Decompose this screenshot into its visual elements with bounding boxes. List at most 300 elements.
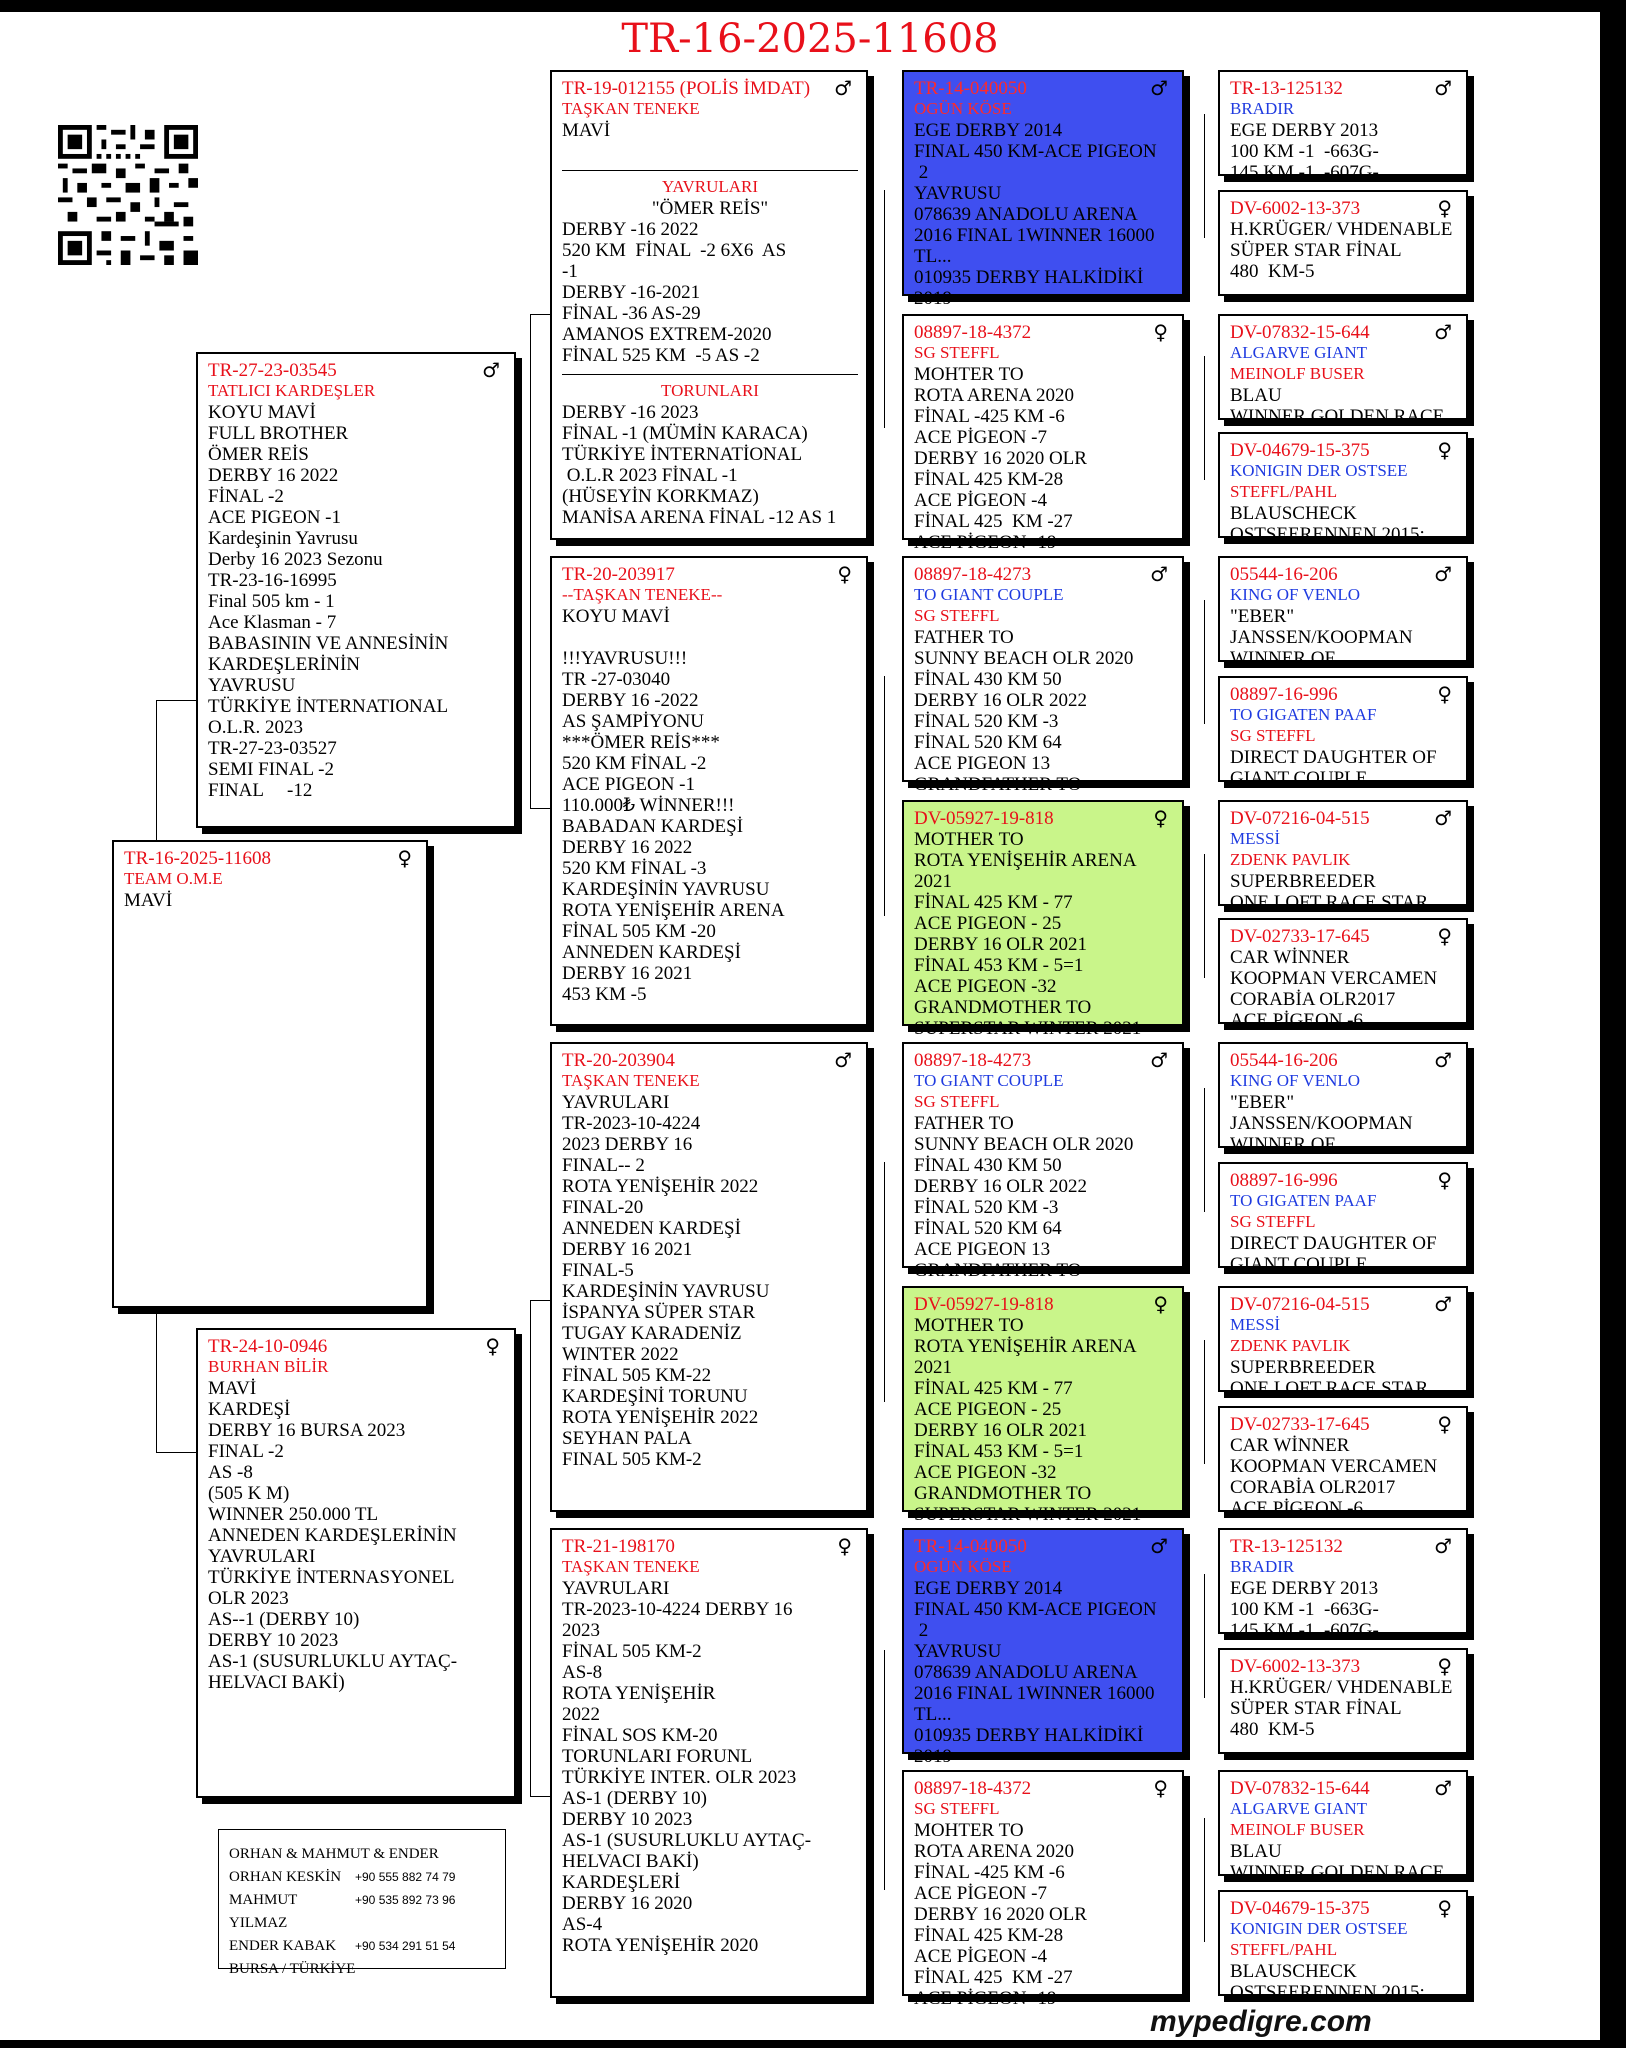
male-icon: ♂ (834, 1048, 852, 1072)
card-header (1230, 198, 1458, 219)
info-line: SUPERSTAR WINTER 2021 (914, 1018, 1142, 1039)
male-icon: ♂ (1434, 1534, 1452, 1558)
ring-number: 08897-18-4273 (914, 564, 1032, 585)
info-line: DERBY -16 2023 (562, 402, 699, 423)
info-line: "EBER" (1230, 1092, 1295, 1113)
info-line: SUPERBREEDER (1230, 871, 1376, 892)
ring-number: TR-19-012155 (POLİS İMDAT) (562, 78, 811, 99)
info-line: MAVİ (124, 890, 173, 911)
info-line: BABASININ VE ANNESİNİN (208, 633, 449, 654)
info-line: 2016 FINAL 1WINNER 16000 (914, 1683, 1155, 1704)
info-line: FİNAL 505 KM -20 (562, 921, 716, 942)
card-header (914, 322, 1174, 343)
contact-row (229, 1958, 505, 1981)
info-line: KARDEŞLERİ (562, 1872, 681, 1893)
info-line: Ace Klasman - 7 (208, 612, 337, 633)
breeder-name: TAŞKAN TENEKE (562, 1557, 700, 1576)
pigeon-card-gen3-2 (902, 314, 1184, 553)
info-line: OLR 2023 (208, 1588, 289, 1609)
pigeon-card-gen4-10 (1218, 1162, 1468, 1275)
info-line: KOOPMAN VERCAMEN (1230, 1456, 1438, 1477)
info-line: 145 KM -1 -607G- (1230, 162, 1379, 183)
card-header (1230, 1898, 1458, 1919)
contact-name: ORHAN KESKİN (229, 1869, 342, 1885)
male-icon: ♂ (1150, 562, 1168, 586)
info-line: KARDEŞİNİN YAVRUSU (562, 879, 770, 900)
info-line: TORUNLARI FORUNL (562, 1746, 753, 1767)
pigeon-card-sire-sire (550, 70, 868, 540)
info-line: DERBY 16 OLR 2022 (914, 1176, 1087, 1197)
male-icon: ♂ (1434, 1292, 1452, 1316)
ring-number: DV-6002-13-373 (1230, 198, 1361, 219)
male-icon: ♂ (1150, 1534, 1168, 1558)
info-line: 480 KM-5 (1230, 1719, 1315, 1740)
card-header (914, 1050, 1174, 1071)
pigeon-name: ALGARVE GIANT (1230, 1799, 1367, 1818)
info-line: SEMI FINAL -2 (208, 759, 334, 780)
info-line: ROTA YENİŞEHİR ARENA (562, 900, 785, 921)
card-header (208, 1336, 506, 1357)
ring-number: DV-07832-15-644 (1230, 322, 1370, 343)
card-header (1230, 564, 1458, 585)
contact-phone: +90 534 291 51 54 (355, 1939, 456, 1953)
pigeon-card-gen4-13 (1218, 1528, 1468, 1641)
info-line: FATHER TO (914, 1113, 1014, 1134)
info-line: OSTSEERENNEN 2015: (1230, 524, 1425, 545)
connector (1204, 1818, 1205, 1942)
pigeon-name: BRADIR (1230, 99, 1295, 118)
info-line: TR-23-16-16995 (208, 570, 337, 591)
info-line: TÜRKİYE INTER. OLR 2023 (562, 1767, 797, 1788)
female-icon: ♀ (397, 846, 412, 870)
info-line: ACE PİGEON -19 (914, 1988, 1057, 2009)
info-line: WINNER GOLDEN RACE (1230, 406, 1445, 427)
breeder-name: SG STEFFL (914, 1799, 1000, 1818)
info-line: 520 KM FİNAL -2 (562, 753, 707, 774)
info-line: MOHTER TO (914, 364, 1024, 385)
pigeon-card-dam (196, 1328, 516, 1798)
pigeon-card-sire (196, 352, 516, 828)
breeder-name: TEAM O.M.E (124, 869, 223, 888)
info-line: ACE PİGEON -7 (914, 1883, 1047, 1904)
info-line: 100 KM -1 -663G- (1230, 1599, 1379, 1620)
info-line: ACE PİGEON -4 (914, 490, 1047, 511)
breeder-name: TAŞKAN TENEKE (562, 1071, 700, 1090)
pigeon-name: KONIGIN DER OSTSEE (1230, 461, 1408, 480)
info-line: YAVRULARI (208, 1546, 316, 1567)
info-line: DERBY 10 2023 (562, 1809, 693, 1830)
info-line: 145 KM -1 -607G- (1230, 1620, 1379, 1641)
card-header (1230, 440, 1458, 461)
connector (156, 1308, 157, 1452)
ring-number: TR-14-040050 (914, 1536, 1027, 1557)
info-line: 100 KM -1 -663G- (1230, 141, 1379, 162)
info-line: ROTA YENİŞEHİR 2020 (562, 1935, 759, 1956)
connector (156, 700, 157, 840)
card-header (562, 1050, 858, 1071)
info-line: CAR WİNNER (1230, 1435, 1350, 1456)
info-line: TR-2023-10-4224 (562, 1113, 701, 1134)
info-line: FİNAL 425 KM - 77 (914, 1378, 1073, 1399)
brand-logo: mypedigre.com (1150, 2005, 1372, 2038)
info-line: DERBY 16 2021 (562, 963, 693, 984)
info-line: -1 (562, 261, 578, 282)
info-line: FİNAL 520 KM -3 (914, 1197, 1059, 1218)
info-line: TÜRKİYE İNTERNATİONAL (562, 444, 803, 465)
female-icon: ♀ (1153, 1292, 1168, 1316)
info-line: 2023 DERBY 16 (562, 1134, 693, 1155)
info-line: GRANDFATHER TO (914, 1260, 1082, 1281)
male-icon: ♂ (1150, 76, 1168, 100)
info-line: MOHTER TO (914, 1820, 1024, 1841)
info-line: ACE PIGEON 13 (914, 753, 1051, 774)
info-line: O.L.R. 2023 (208, 717, 303, 738)
info-line: FİNAL 453 KM - 5=1 (914, 955, 1084, 976)
info-line: ONE LOFT RACE STAR (1230, 1378, 1429, 1399)
info-line: FİNAL 425 KM -27 (914, 1967, 1073, 1988)
info-line: FINAL 505 KM-2 (562, 1449, 702, 1470)
connector (156, 700, 196, 701)
info-line: ÖMER REİS (208, 444, 309, 465)
info-line: ACE PIGEON -1 (208, 507, 341, 528)
info-line: H.KRÜGER/ VHDENABLE (1230, 219, 1453, 240)
ring-number: TR-20-203917 (562, 564, 675, 585)
connector (530, 1300, 550, 1301)
info-line: EGE DERBY 2014 (914, 1578, 1063, 1599)
ring-number: TR-24-10-0946 (208, 1336, 328, 1357)
info-line (562, 627, 858, 648)
info-line: FİNAL 425 KM -27 (914, 511, 1073, 532)
info-line: FİNAL -36 AS-29 (562, 303, 701, 324)
connector (530, 808, 550, 809)
connector (884, 1650, 885, 1890)
info-line: FINAL 450 KM-ACE PIGEON (914, 141, 1157, 162)
info-line: KARDEŞİ (208, 1399, 291, 1420)
pigeon-name: ALGARVE GIANT (1230, 343, 1367, 362)
info-line: JANSSEN/KOOPMAN (1230, 1113, 1413, 1134)
info-line: AS-1 (DERBY 10) (562, 1788, 707, 1809)
pigeon-name: KONIGIN DER OSTSEE (1230, 1919, 1408, 1938)
info-line: ANNEDEN KARDEŞLERİNİN (208, 1525, 457, 1546)
info-line: YAVRULARI (562, 1092, 670, 1113)
info-line: KOOPMAN VERCAMEN (1230, 968, 1438, 989)
breeder-name: TORUNLARI (661, 381, 759, 400)
card-header (1230, 1170, 1458, 1191)
pigeon-card-gen4-14 (1218, 1648, 1468, 1754)
breeder-name: TAŞKAN TENEKE (562, 99, 700, 118)
info-line: MANİSA ARENA FİNAL -12 AS 1 (562, 507, 837, 528)
card-header (1230, 1050, 1458, 1071)
ring-number: TR-13-125132 (1230, 1536, 1343, 1557)
ring-number: DV-05927-19-818 (914, 808, 1054, 829)
info-line: AMANOS EXTREM-2020 (562, 324, 772, 345)
card-header (914, 1778, 1174, 1799)
info-line: Final 505 km - 1 (208, 591, 335, 612)
male-icon: ♂ (482, 358, 500, 382)
info-line: BABADAN KARDEŞİ (562, 816, 744, 837)
ring-number: 08897-16-996 (1230, 684, 1338, 705)
info-line: WINNER OF (1230, 1134, 1336, 1155)
info-line: 078639 ANADOLU ARENA (914, 1662, 1138, 1683)
info-line: FİNAL 520 KM 64 (914, 732, 1062, 753)
contact-box (218, 1829, 506, 1977)
ring-number: 08897-18-4372 (914, 322, 1032, 343)
connector (530, 314, 550, 315)
male-icon: ♂ (1434, 320, 1452, 344)
info-line: DERBY 16 OLR 2021 (914, 1420, 1087, 1441)
ring-number: 05544-16-206 (1230, 564, 1338, 585)
pigeon-card-gen4-6 (1218, 676, 1468, 789)
info-line: FİNAL SOS KM-20 (562, 1725, 718, 1746)
page-title: TR-16-2025-11608 (621, 16, 999, 62)
info-line: WINNER OF (1230, 648, 1336, 669)
pigeon-card-gen4-8 (1218, 918, 1468, 1031)
card-header (562, 564, 858, 585)
info-line: BLAUSCHECK (1230, 1961, 1357, 1982)
info-line: EGE DERBY 2013 (1230, 1578, 1379, 1599)
right-border (1600, 0, 1626, 2048)
male-icon: ♂ (1150, 1048, 1168, 1072)
ring-number: DV-05927-19-818 (914, 1294, 1054, 1315)
info-line: TR -27-03040 (562, 669, 671, 690)
card-header (208, 360, 506, 381)
connector (1204, 1574, 1205, 1698)
info-line: 010935 DERBY HALKİDİKİ (914, 1725, 1144, 1746)
card-header (914, 1536, 1174, 1557)
info-line: AS-1 (SUSURLUKLU AYTAÇ- (208, 1651, 458, 1672)
info-line: FİNAL 425 KM-28 (914, 1925, 1064, 1946)
info-line: ROTA YENİŞEHİR (562, 1683, 716, 1704)
info-line: FİNAL 425 KM - 77 (914, 892, 1073, 913)
bottom-border (0, 2040, 1600, 2048)
breeder-name: YAVRULARI (661, 177, 759, 196)
female-icon: ♀ (1153, 806, 1168, 830)
info-line: BLAUSCHECK (1230, 503, 1357, 524)
female-icon: ♀ (837, 562, 852, 586)
info-line: 2019 (914, 288, 952, 309)
card-header (1230, 1778, 1458, 1799)
ring-number: DV-6002-13-373 (1230, 1656, 1361, 1677)
pigeon-name: TO GIANT COUPLE (914, 1071, 1064, 1090)
card-header (562, 78, 858, 99)
pigeon-card-gen3-8 (902, 1770, 1184, 2009)
info-line: FİNAL -2 (208, 486, 284, 507)
info-line: MAVİ (208, 1378, 257, 1399)
info-line: CAR WİNNER (1230, 947, 1350, 968)
pigeon-card-gen4-16 (1218, 1890, 1468, 2003)
female-icon: ♀ (837, 1534, 852, 1558)
info-line: DERBY 10 2023 (208, 1630, 339, 1651)
contact-phone: +90 535 892 73 96 (355, 1893, 456, 1907)
info-line: DERBY 16 -2022 (562, 690, 699, 711)
info-line: DERBY -16-2021 (562, 282, 701, 303)
divider (562, 170, 858, 171)
info-line: ROTA YENİŞEHİR 2022 (562, 1176, 759, 1197)
pigeon-card-gen3-4 (902, 800, 1184, 1039)
contact-row (229, 1889, 505, 1935)
pigeon-name: MESSİ (1230, 1315, 1281, 1334)
breeder-name: SG STEFFL (914, 606, 1000, 625)
info-line: FINAL -12 (208, 780, 313, 801)
ring-number: DV-04679-15-375 (1230, 440, 1370, 461)
connector (1204, 1340, 1205, 1464)
breeder-name: ZDENK PAVLIK (1230, 1336, 1351, 1355)
info-line: 2 (914, 1620, 929, 1641)
info-line: AS--1 (DERBY 10) (208, 1609, 360, 1630)
breeder-name: MEINOLF BUSER (1230, 1820, 1365, 1839)
ring-number: DV-02733-17-645 (1230, 926, 1370, 947)
info-line: DERBY 16 OLR 2022 (914, 690, 1087, 711)
contact-phone: +90 555 882 74 79 (355, 1870, 456, 1884)
info-line: ACE PIGEON - 25 (914, 913, 1062, 934)
contact-name: ORHAN & MAHMUT & ENDER (229, 1846, 439, 1862)
info-line: FINAL-20 (562, 1197, 644, 1218)
male-icon: ♂ (1434, 562, 1452, 586)
male-icon: ♂ (1434, 1776, 1452, 1800)
pigeon-card-gen3-7 (902, 1528, 1184, 1767)
pigeon-card-dam-dam (550, 1528, 868, 1998)
pigeon-name: BRADIR (1230, 1557, 1295, 1576)
info-line: 480 KM-5 (1230, 261, 1315, 282)
qr-code-icon (58, 125, 198, 265)
breeder-name: SG STEFFL (1230, 1212, 1316, 1231)
info-line: FİNAL 520 KM -3 (914, 711, 1059, 732)
pigeon-card-gen4-12 (1218, 1406, 1468, 1519)
info-line: FİNAL 425 KM-28 (914, 469, 1064, 490)
info-line: OSTSEERENNEN 2015: (1230, 1982, 1425, 2003)
info-line: BLAU (1230, 1841, 1282, 1862)
info-line: MOTHER TO (914, 829, 1024, 850)
info-line: GIANT COUPLE (1230, 768, 1368, 789)
info-line: O.L.R 2023 FİNAL -1 (562, 465, 738, 486)
info-line: CORABİA OLR2017 (1230, 1477, 1396, 1498)
ring-number: TR-21-198170 (562, 1536, 675, 1557)
male-icon: ♂ (1434, 76, 1452, 100)
info-line: FINAL-- 2 (562, 1155, 645, 1176)
pigeon-name: MESSİ (1230, 829, 1281, 848)
info-line: FATHER TO (914, 627, 1014, 648)
ring-number: TR-13-125132 (1230, 78, 1343, 99)
info-line: ACE PIGEON -1 (562, 774, 695, 795)
info-line: ACE PİGEON -4 (914, 1946, 1047, 1967)
info-line: GRANDMOTHER TO (914, 997, 1092, 1018)
female-icon: ♀ (1437, 438, 1452, 462)
info-line: YAVRUSU (208, 675, 296, 696)
female-icon: ♀ (485, 1334, 500, 1358)
info-line: FINAL 450 KM-ACE PIGEON (914, 1599, 1157, 1620)
info-line: ACE PİGEON -6 (1230, 1498, 1363, 1519)
female-icon: ♀ (1437, 1168, 1452, 1192)
pigeon-card-gen4-2 (1218, 190, 1468, 296)
card-header (1230, 684, 1458, 705)
info-line: FİNAL 505 KM-22 (562, 1365, 712, 1386)
contact-row (229, 1866, 505, 1889)
info-line: DERBY 16 2020 OLR (914, 448, 1087, 469)
info-line: TL... (914, 1704, 952, 1725)
info-line: 2023 (562, 1620, 600, 1641)
pigeon-name: KING OF VENLO (1230, 585, 1361, 604)
pigeon-card-gen4-15 (1218, 1770, 1468, 1883)
ring-number: DV-04679-15-375 (1230, 1898, 1370, 1919)
info-line: EGE DERBY 2014 (914, 120, 1063, 141)
pigeon-card-gen4-11 (1218, 1286, 1468, 1399)
female-icon: ♀ (1437, 924, 1452, 948)
card-header (124, 848, 418, 869)
info-line: DERBY 16 2020 (562, 1893, 693, 1914)
ring-number: TR-20-203904 (562, 1050, 675, 1071)
info-line: DERBY -16 2022 (562, 219, 699, 240)
info-line: TÜRKİYE İNTERNATIONAL (208, 696, 449, 717)
info-line: "ÖMER REİS" (651, 198, 769, 219)
info-line: ACE PİGEON -6 (1230, 1010, 1363, 1031)
info-line: WINNER GOLDEN RACE (1230, 1862, 1445, 1883)
info-line: "EBER" (1230, 606, 1295, 627)
info-line: FINAL-5 (562, 1260, 634, 1281)
pigeon-card-subject (112, 840, 428, 1308)
info-line: KARDEŞİNİN YAVRUSU (562, 1281, 770, 1302)
info-line: AS-1 (SUSURLUKLU AYTAÇ- (562, 1830, 812, 1851)
female-icon: ♀ (1437, 1896, 1452, 1920)
info-line: GRANDMOTHER TO (914, 1483, 1092, 1504)
info-line: ***ÖMER REİS*** (562, 732, 720, 753)
info-line: CORABİA OLR2017 (1230, 989, 1396, 1010)
info-line: WINTER 2022 (562, 1344, 679, 1365)
info-line: ROTA YENİŞEHİR ARENA (914, 1336, 1137, 1357)
info-line: ACE PIGEON 13 (914, 1239, 1051, 1260)
info-line: 2019 (914, 1746, 952, 1767)
breeder-name: ZDENK PAVLIK (1230, 850, 1351, 869)
info-line: İSPANYA SÜPER STAR (562, 1302, 756, 1323)
info-line: BLAU (1230, 385, 1282, 406)
info-line: 2021 (914, 871, 952, 892)
breeder-name: SG STEFFL (914, 1092, 1000, 1111)
info-line: AS ŞAMPİYONU (562, 711, 704, 732)
info-line: (505 K M) (208, 1483, 290, 1504)
info-line: DERBY 16 2020 OLR (914, 1904, 1087, 1925)
info-line: SÜPER STAR FİNAL (1230, 1698, 1402, 1719)
info-line: TÜRKİYE İNTERNASYONEL (208, 1567, 455, 1588)
ring-number: DV-07216-04-515 (1230, 1294, 1370, 1315)
info-line: FİNAL 430 KM 50 (914, 1155, 1062, 1176)
card-header (1230, 1656, 1458, 1677)
info-line: MOTHER TO (914, 1315, 1024, 1336)
info-line: ROTA ARENA 2020 (914, 385, 1074, 406)
connector (884, 676, 885, 916)
card-header (1230, 1294, 1458, 1315)
divider (562, 374, 858, 375)
female-icon: ♀ (1437, 682, 1452, 706)
contact-name: BURSA / TÜRKİYE (229, 1961, 356, 1977)
card-header (914, 1294, 1174, 1315)
info-line: ACE PİGEON -7 (914, 427, 1047, 448)
info-line: YAVRULARI (562, 1578, 670, 1599)
breeder-name: --TAŞKAN TENEKE-- (562, 585, 723, 604)
info-line: FİNAL -425 KM -6 (914, 1862, 1065, 1883)
pigeon-name: KING OF VENLO (1230, 1071, 1361, 1090)
male-icon: ♂ (1434, 1048, 1452, 1072)
card-header (914, 564, 1174, 585)
ring-number: TR-14-040050 (914, 78, 1027, 99)
connector (884, 190, 885, 428)
info-line: TR-27-23-03527 (208, 738, 337, 759)
pigeon-card-gen3-3 (902, 556, 1184, 795)
info-line: SUNNY BEACH OLR 2020 (914, 648, 1134, 669)
info-line: MAVİ (562, 120, 611, 141)
info-line: 110.000₺ WİNNER!!! (562, 795, 735, 816)
info-line: YAVRUSU (914, 183, 1002, 204)
card-header (1230, 78, 1458, 99)
card-header (914, 78, 1174, 99)
